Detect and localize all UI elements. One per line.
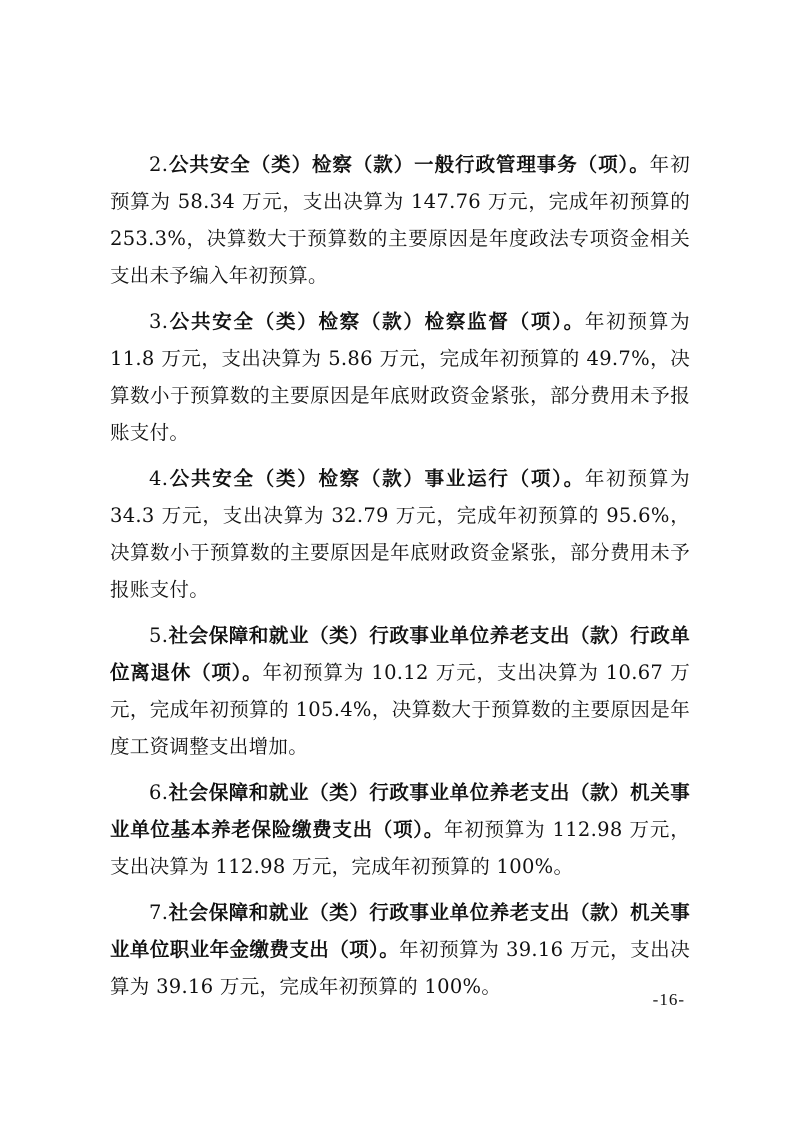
paragraph-number: 6.	[149, 781, 169, 804]
paragraph-number: 7.	[149, 901, 169, 924]
paragraph-item-5	[110, 617, 690, 765]
paragraph-text: 年初预算为 34.3 万元，支出决算为 32.79 万元，完成年初预算的 95.6%，决算数小于预算数的主要原因是年底财政资金紧张，部分费用未予报账支付。	[110, 467, 690, 601]
paragraph-number: 5.	[149, 624, 169, 647]
paragraph-heading: 社会保障和就业（类）行政事业单位养老支出（款）机关事业单位基本养老保险缴费支出（项）。	[110, 781, 690, 841]
paragraph-text: 年初预算为 10.12 万元，支出决算为 10.67 万元，完成年初预算的 105.4%，决算数大于预算数的主要原因是年度工资调整支出增加。	[110, 661, 691, 758]
paragraph-text: 年初预算为 112.98 万元，支出决算为 112.98 万元，完成年初预算的 100%。	[110, 818, 690, 878]
paragraph-text: 年初预算为 11.8 万元，支出决算为 5.86 万元，完成年初预算的 49.7%，决算数小于预算数的主要原因是年底财政资金紧张，部分费用未予报账支付。	[110, 310, 690, 444]
paragraph-item-6	[110, 774, 690, 885]
paragraph-item-3	[110, 303, 690, 451]
paragraph-item-7	[110, 894, 690, 1005]
paragraph-item-4	[110, 460, 690, 608]
paragraph-number: 4.	[149, 467, 169, 490]
paragraph-text: 年初预算为 58.34 万元，支出决算为 147.76 万元，完成年初预算的 253.3%，决算数大于预算数的主要原因是年度政法专项资金相关支出未予编入年初预算。	[110, 153, 690, 287]
paragraph-text: 年初预算为 39.16 万元，支出决算为 39.16 万元，完成年初预算的 100%。	[110, 938, 690, 998]
paragraph-heading: 公共安全（类）检察（款）检察监督（项）。	[168, 310, 585, 333]
paragraph-heading: 社会保障和就业（类）行政事业单位养老支出（款）机关事业单位职业年金缴费支出（项）。	[110, 901, 690, 961]
paragraph-item-2	[110, 146, 690, 294]
paragraph-number: 2.	[149, 153, 169, 176]
page-number: -16-	[652, 990, 685, 1009]
paragraph-number: 3.	[149, 310, 169, 333]
paragraph-heading: 社会保障和就业（类）行政事业单位养老支出（款）行政单位离退休（项）。	[110, 624, 690, 684]
document-body	[110, 146, 690, 1014]
paragraph-heading: 公共安全（类）检察（款）事业运行（项）。	[168, 467, 585, 490]
paragraph-heading: 公共安全（类）检察（款）一般行政管理事务（项）。	[168, 153, 650, 176]
